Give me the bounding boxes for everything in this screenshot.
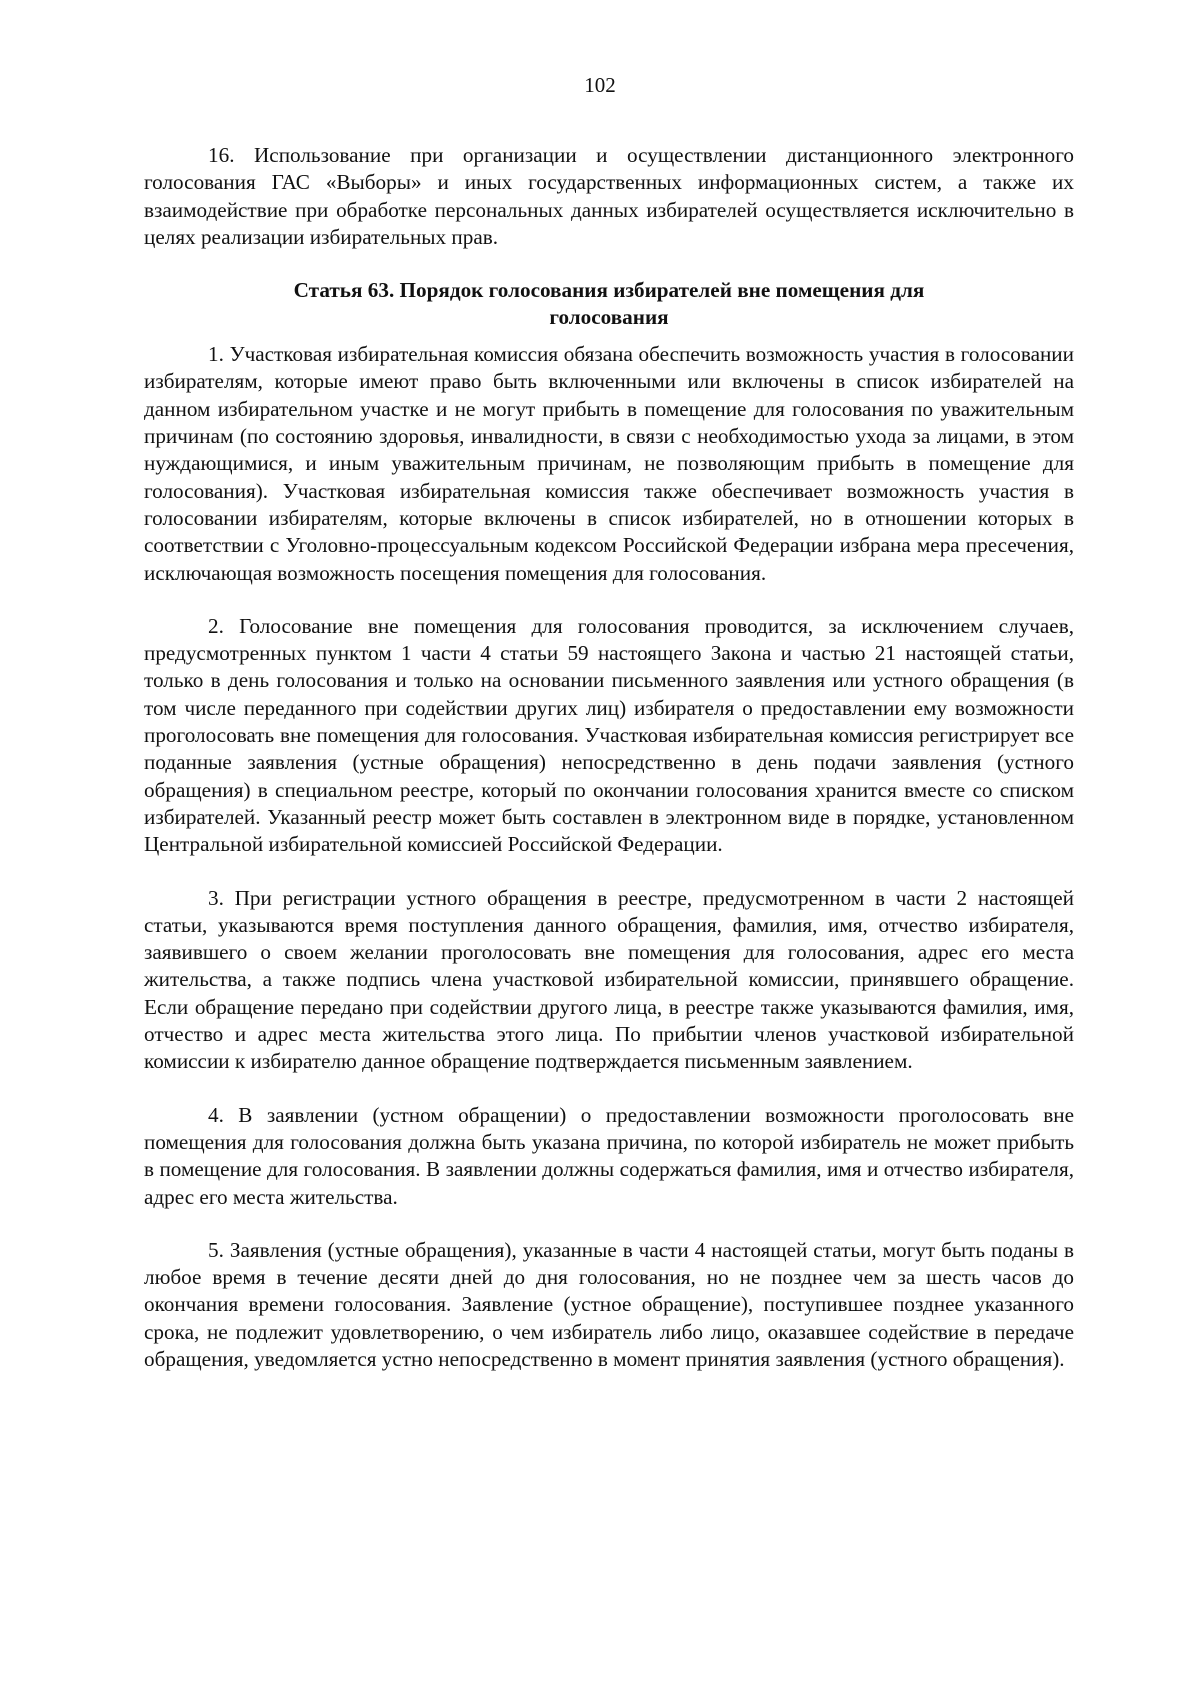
paragraph-5: 5. Заявления (устные обращения), указанные в части 4 настоящей статьи, могут быть поданы в любое время в течение десяти дней до дня голосования, но не позднее чем за шесть часов до окончания времени голосования. Заявление (устное обращение), поступившее позднее указанного срока, не подлежит удовлетворению, о чем избиратель либо лицо, оказавшее содействие в передаче обращения, уведомляется устно непосредственно в момент принятия заявления (устного обращения). bbox=[144, 1237, 1074, 1371]
page-number: 102 bbox=[584, 73, 616, 97]
article-heading: Статья 63. Порядок голосования избирателей вне помещения для голосования bbox=[293, 278, 925, 330]
paragraph-1: 1. Участковая избирательная комиссия обязана обеспечить возможность участия в голосовании избирателям, которые имеют право быть включенными или включены в список избирателей на данном избирательном участке и не могут прибыть в помещение для голосования по уважительным причинам (по состоянию здоровья, инвалидности, в связи с необходимостью ухода за лицами, в этом нуждающимися, и иным уважительным причинам, не позволяющим прибыть в помещение для голосования). Участковая избирательная комиссия также обеспечивает возможность участия в голосовании избирателям, которые включены в список избирателей, но в отношении которых в соответствии с Уголовно-процессуальным кодексом Российской Федерации избрана мера пресечения, исключающая возможность посещения помещения для голосования. bbox=[144, 342, 1074, 585]
document-body bbox=[144, 142, 1074, 1399]
intro-paragraph: 16. Использование при организации и осуществлении дистанционного электронного голосования ГАС «Выборы» и иных государственных информационных систем, а также их взаимодействие при обработке персональных данных избирателей осуществляется исключительно в целях реализации избирательных прав. bbox=[144, 143, 1074, 249]
paragraph-3: 3. При регистрации устного обращения в реестре, предусмотренном в части 2 настоящей статьи, указываются время поступления данного обращения, фамилия, имя, отчество избирателя, заявившего о своем желании проголосовать вне помещения для голосования, адрес его места жительства, а также подпись члена участковой избирательной комиссии, принявшего обращение. Если обращение передано при содействии другого лица, в реестре также указываются фамилия, имя, отчество и адрес места жительства этого лица. По прибытии членов участковой избирательной комиссии к избирателю данное обращение подтверждается письменным заявлением. bbox=[144, 885, 1074, 1074]
paragraph-2: 2. Голосование вне помещения для голосования проводится, за исключением случаев, предусмотренных пунктом 1 части 4 статьи 59 настоящего Закона и частью 21 настоящей статьи, только в день голосования и только на основании письменного заявления или устного обращения (в том числе переданного при содействии других лиц) избирателя о предоставлении ему возможности проголосовать вне помещения для голосования. Участковая избирательная комиссия регистрирует все поданные заявления (устные обращения) непосредственно в день подачи заявления (устного обращения) в специальном реестре, который по окончании голосования хранится вместе со списком избирателей. Указанный реестр может быть составлен в электронном виде в порядке, установленном Центральной избирательной комиссией Российской Федерации. bbox=[144, 613, 1074, 857]
paragraph-4: 4. В заявлении (устном обращении) о предоставлении возможности проголосовать вне помещения для голосования должна быть указана причина, по которой избиратель не может прибыть в помещение для голосования. В заявлении должны содержаться фамилия, имя и отчество избирателя, адрес его места жительства. bbox=[144, 1102, 1074, 1209]
